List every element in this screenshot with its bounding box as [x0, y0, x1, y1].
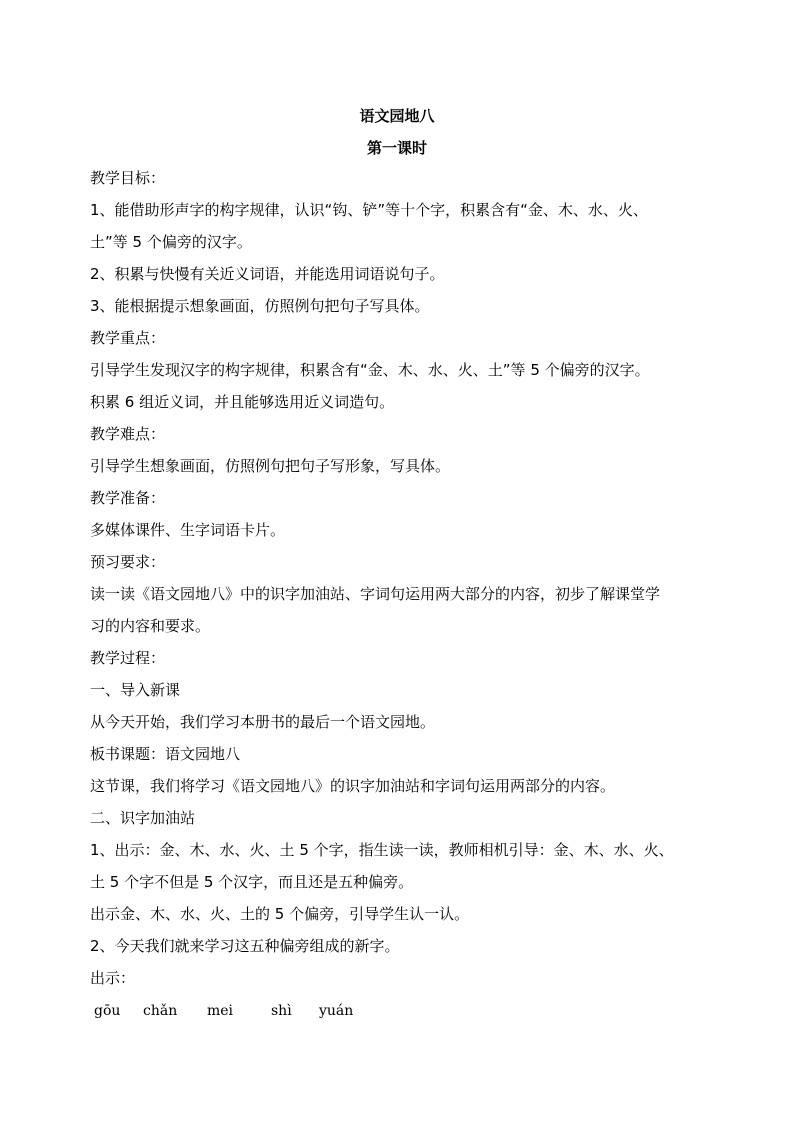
document-title: 语文园地八 [359, 107, 435, 125]
paragraph-line: 多媒体课件、生字词语卡片。 [90, 521, 286, 539]
section-heading-introduction: 一、导入新课 [90, 681, 181, 699]
paragraph-line: 从今天开始，我们学习本册书的最后一个语文园地。 [90, 713, 436, 731]
paragraph-line: 1、能借助形声字的构字规律，认识“钩、铲”等十个字，积累含有“金、木、水、火、 [90, 201, 648, 219]
paragraph-line: 出示金、木、水、火、土的 5 个偏旁，引导学生认一认。 [90, 905, 470, 923]
section-heading-literacy: 二、识字加油站 [90, 809, 196, 827]
paragraph-line: 引导学生发现汉字的构字规律，积累含有“金、木、水、火、土”等 5 个偏旁的汉字。 [90, 361, 650, 379]
heading-teaching-process: 教学过程： [90, 649, 166, 667]
paragraph-line: 引导学生想象画面，仿照例句把句子写形象，写具体。 [90, 457, 451, 475]
heading-teaching-difficulty: 教学难点： [90, 425, 166, 443]
paragraph-line: 这节课，我们将学习《语文园地八》的识字加油站和字词句运用两部分的内容。 [90, 777, 616, 795]
heading-preview-requirements: 预习要求： [90, 553, 166, 571]
paragraph-line: 积累 6 组近义词，并且能够选用近义词造句。 [90, 393, 395, 411]
paragraph-line: 2、今天我们就来学习这五种偏旁组成的新字。 [90, 937, 400, 955]
paragraph-line: 板书课题：语文园地八 [90, 745, 241, 763]
heading-teaching-focus: 教学重点： [90, 329, 166, 347]
paragraph-line: 土 5 个字不但是 5 个汉字，而且还是五种偏旁。 [90, 873, 414, 891]
paragraph-line: 读一读《语文园地八》中的识字加油站、字词句运用两大部分的内容，初步了解课堂学 [90, 585, 661, 603]
pinyin-item: yuán [319, 1003, 354, 1019]
pinyin-item: mei [207, 1003, 234, 1019]
paragraph-line: 3、能根据提示想象画面，仿照例句把句子写具体。 [90, 297, 430, 315]
paragraph-line: 土”等 5 个偏旁的汉字。 [90, 233, 252, 251]
lesson-period-heading: 第一课时 [366, 139, 427, 157]
paragraph-line: 1、出示：金、木、水、火、土 5 个字，指生读一读，教师相机引导：金、木、水、火、 [90, 841, 674, 859]
heading-teaching-preparation: 教学准备： [90, 489, 166, 507]
pinyin-item: chǎn [143, 1003, 178, 1019]
pinyin-item: gōu [94, 1003, 121, 1019]
paragraph-line: 出示： [90, 969, 136, 987]
pinyin-item: shì [271, 1003, 292, 1019]
heading-teaching-goals: 教学目标： [90, 169, 166, 187]
paragraph-line: 2、积累与快慢有关近义词语，并能选用词语说句子。 [90, 265, 445, 283]
paragraph-line: 习的内容和要求。 [90, 617, 211, 635]
